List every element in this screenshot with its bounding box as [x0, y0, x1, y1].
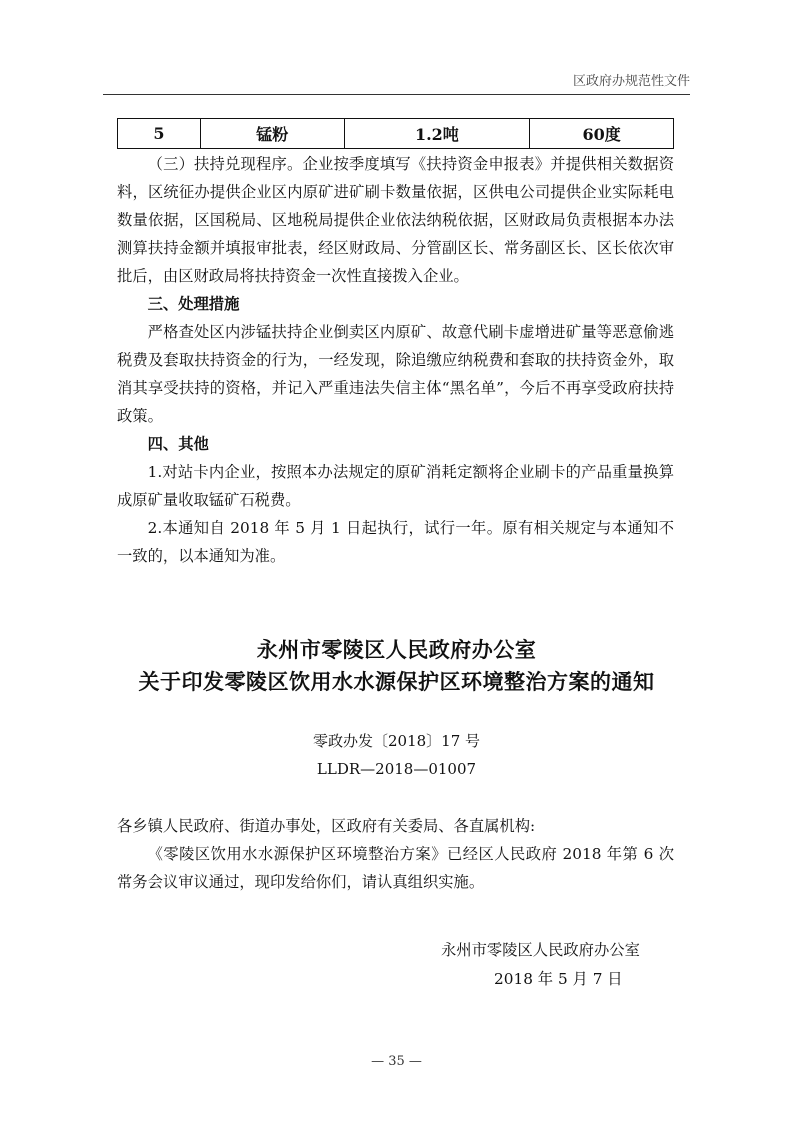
doc-number: 零政办发〔2018〕17 号	[312, 732, 481, 750]
salutation: 各乡镇人民政府、街道办事处，区政府有关委局、各直属机构:	[117, 817, 536, 835]
header-divider	[103, 94, 690, 95]
signature-org: 永州市零陵区人民政府办公室	[441, 941, 640, 959]
notice-paragraph: 《零陵区饮用水水源保护区环境整治方案》已经区人民政府 2018 年第 6 次常务会议审议通过，现印发给你们，请认真组织实施。	[117, 845, 674, 891]
table-cell-index: 5	[118, 119, 201, 149]
table-cell-ore-quota: 1.2吨	[344, 119, 530, 149]
notice-title-line1: 永州市零陵区人民政府办公室	[256, 638, 537, 662]
paragraph-other-2: 2.本通知自 2018 年 5 月 1 日起执行，试行一年。原有相关规定与本通知不一致的，以本通知为准。	[117, 519, 674, 565]
paragraph-other-1: 1.对站卡内企业，按照本办法规定的原矿消耗定额将企业刷卡的产品重量换算成原矿量收取锰矿石税费。	[117, 463, 674, 509]
signature-date: 2018 年 5 月 7 日	[494, 970, 623, 988]
notice-doc-number-block	[0, 727, 793, 783]
page-number: — 35 —	[371, 1054, 422, 1069]
notice-body	[117, 812, 674, 896]
registration-code: LLDR—2018—01007	[316, 760, 477, 778]
header-label: 区政府办规范性文件	[572, 74, 690, 89]
table-cell-product: 锰粉	[200, 119, 344, 149]
paragraph-measures: 严格查处区内涉锰扶持企业倒卖区内原矿、故意代刷卡虚增进矿量等恶意偷逃税费及套取扶持资金的行为，一经发现，除追缴应纳税费和套取的扶持资金外，取消其享受扶持的资格，并记入严重违法失信主体“黑名单”，今后不再享受政府扶持政策。	[117, 323, 674, 425]
section-heading-measures: 三、处理措施	[147, 295, 240, 313]
notice-title	[0, 634, 793, 698]
notice-title-line2: 关于印发零陵区饮用水水源保护区环境整治方案的通知	[138, 670, 655, 694]
table-row	[118, 119, 674, 149]
rate-table	[117, 118, 674, 149]
section-heading-other: 四、其他	[147, 435, 209, 453]
policy-text	[117, 150, 674, 570]
paragraph-procedure: （三）扶持兑现程序。企业按季度填写《扶持资金申报表》并提供相关数据资料，区统征办提供企业区内原矿进矿刷卡数量依据，区供电公司提供企业实际耗电数量依据，区国税局、区地税局提供企业依法纳税依据，区财政局负责根据本办法测算扶持金额并填报审批表，经区财政局、分管副区长、常务副区长、区长依次审批后，由区财政局将扶持资金一次性直接拨入企业。	[117, 155, 674, 285]
table-cell-power-quota: 60度	[530, 119, 674, 149]
